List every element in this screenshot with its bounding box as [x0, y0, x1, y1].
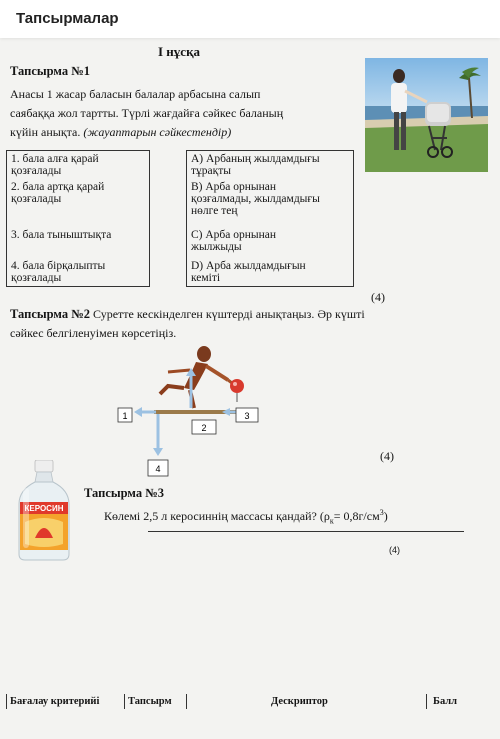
task2-text — [10, 305, 480, 343]
matching-left-column — [6, 150, 150, 287]
task1-line-2: саябаққа жол тартты. Түрлі жағдайға сәйкес баланың — [10, 106, 284, 120]
task2-line-1-text: Суретте кескінделген күштерді анықтаңыз. Әр күшті — [93, 307, 365, 321]
stroller-photo — [365, 58, 488, 172]
athlete-figure — [160, 346, 236, 408]
right-item-c-line-1: C) Арба орнынан — [191, 229, 277, 241]
task1-line-3 — [10, 123, 360, 142]
task1-line-1: Анасы 1 жасар баласын балалар арбасына салып — [10, 87, 261, 101]
bottle-label-text: КЕРОСИН — [24, 504, 64, 513]
left-item-4-line-2: қозғалады — [11, 272, 62, 284]
page-title: Тапсырмалар — [16, 10, 119, 27]
right-item-a — [191, 153, 320, 177]
kerosene-bottle-image — [13, 460, 75, 561]
left-item-1-line-1: 1. бала алға қарай — [11, 153, 99, 165]
force-label-2: 2 — [201, 423, 207, 433]
task2-score: (4) — [380, 449, 394, 463]
force-arrow-1 — [134, 407, 156, 417]
right-item-b-line-1: B) Арба орнынан — [191, 181, 277, 193]
right-item-a-line-2: тұрақты — [191, 165, 231, 177]
col-score: Балл — [426, 694, 472, 709]
task3-question-close: ) — [383, 509, 388, 523]
col-criteria: Бағалау критерийі — [6, 694, 124, 709]
left-item-4 — [11, 260, 105, 284]
task3-question-sub: к — [329, 516, 334, 526]
force-label-4: 4 — [155, 464, 161, 474]
matching-table — [6, 150, 354, 287]
left-item-3-line-1: 3. бала тыныштықта — [11, 229, 112, 241]
ball-icon — [230, 379, 244, 393]
force-label-1: 1 — [122, 411, 128, 421]
right-item-d-line-1: D) Арба жылдамдығын — [191, 260, 306, 272]
assessment-table-header — [6, 694, 472, 709]
answer-line — [148, 531, 464, 532]
left-item-1-line-2: қозғалады — [11, 165, 62, 177]
right-item-b-line-2: қозғалмады, жылдамдығы — [191, 193, 320, 205]
task3-question-main: Көлемі 2,5 л керосиннің массасы қандай? (ρ — [104, 509, 330, 523]
right-item-a-line-1: A) Арбаның жылдамдығы — [191, 153, 320, 165]
task1-heading: Тапсырма №1 — [10, 64, 90, 78]
variant-title: I нұсқа — [158, 44, 201, 59]
right-item-b — [191, 181, 320, 217]
task3-question-sup: 3 — [379, 508, 384, 517]
left-item-1 — [11, 153, 99, 177]
right-item-d-line-2: кеміті — [191, 272, 221, 284]
left-item-4-line-1: 4. бала бірқалыпты — [11, 260, 106, 272]
force-diagram-svg — [110, 342, 280, 482]
right-item-c-line-2: жылжыды — [191, 241, 242, 253]
matching-right-column — [186, 150, 354, 287]
task2-line-1 — [10, 305, 480, 324]
right-item-c — [191, 229, 276, 253]
right-item-d — [191, 260, 306, 284]
task1-score: (4) — [371, 290, 385, 304]
task3-score: (4) — [389, 545, 400, 555]
task3-question — [104, 503, 474, 530]
force-diagram — [110, 342, 280, 482]
col-descriptor: Дескриптор — [186, 694, 426, 709]
left-item-2-line-1: 2. бала артқа қарай — [11, 181, 105, 193]
task1-hint: (жауаптарын сәйкестендір) — [83, 125, 232, 139]
task3-heading: Тапсырма №3 — [84, 486, 164, 500]
force-label-3: 3 — [244, 411, 250, 421]
left-item-2-line-2: қозғалады — [11, 193, 62, 205]
left-item-2 — [11, 181, 104, 205]
force-arrow-4 — [153, 414, 163, 456]
force-arrow-3 — [222, 408, 236, 416]
col-task: Тапсырм — [124, 694, 186, 709]
task2-heading: Тапсырма №2 — [10, 307, 90, 321]
task2-line-2: сәйкес белгіленуімен көрсетіңіз. — [10, 326, 177, 340]
task1-text — [10, 85, 360, 142]
task3-question-tail: = 0,8г/см — [333, 509, 380, 523]
right-item-b-line-3: нөлге тең — [191, 205, 238, 217]
left-item-3 — [11, 229, 111, 241]
task1-line-3-text: күйін анықта. — [10, 125, 81, 139]
